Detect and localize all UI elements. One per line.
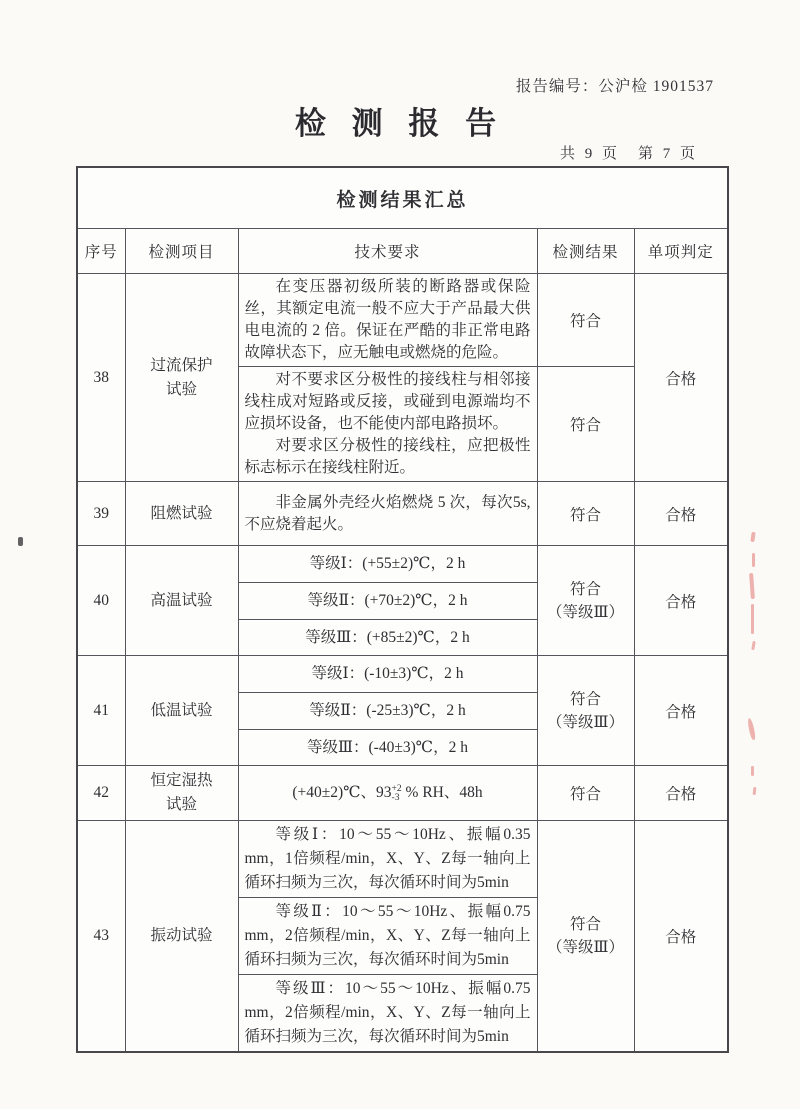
scan-artifact (752, 553, 755, 567)
requirement-cell (238, 898, 537, 975)
result-note: （等级Ⅲ） (547, 939, 624, 956)
requirement-cell: 等级Ⅱ：(+70±2)℃，2 h (238, 583, 537, 620)
result-cell: 符合 (537, 367, 634, 482)
table-row (77, 656, 728, 693)
scan-artifact (749, 573, 755, 599)
requirement-text: (+40±2)℃、93 (292, 784, 392, 801)
tolerance-sub: -3 (391, 793, 400, 803)
page-count: 共 9 页 第 7 页 (559, 146, 698, 162)
row-number: 43 (77, 821, 125, 1053)
test-item (125, 274, 238, 482)
scan-artifact (751, 641, 756, 650)
requirement-cell: 等级Ⅲ：(+85±2)℃，2 h (238, 620, 537, 656)
header-requirement: 技术要求 (238, 229, 537, 274)
requirement-cell (238, 367, 537, 482)
test-item (125, 821, 238, 1053)
requirement-cell: 等级Ⅲ：(-40±3)℃，2 h (238, 730, 537, 766)
result-note: （等级Ⅲ） (547, 603, 624, 621)
requirement-cell (238, 482, 537, 546)
row-number: 39 (77, 482, 125, 546)
result-text: 符合 (569, 916, 601, 933)
scan-artifact (750, 532, 755, 542)
result-note: （等级Ⅲ） (547, 713, 624, 731)
requirement-text: 在变压器初级所装的断路器或保险丝，其额定电流一般不应大于产品最大供电电流的 2 倍。保证在严酷的非正常电路故障状态下，应无触电或燃烧的危险。 (244, 278, 531, 361)
table-row (77, 274, 728, 367)
judgment-cell: 合格 (634, 766, 728, 821)
scan-artifact (753, 787, 757, 795)
test-item-label: 过流保护试验 (150, 356, 213, 398)
table-row (77, 766, 728, 821)
header-judgment: 单项判定 (634, 229, 728, 274)
judgment-cell: 合格 (634, 274, 728, 482)
requirement-cell (238, 821, 537, 898)
test-item (125, 766, 238, 821)
result-text: 符合 (569, 580, 601, 598)
scan-artifact (751, 604, 754, 634)
result-cell (537, 656, 634, 766)
test-item (125, 656, 238, 766)
row-number: 42 (77, 766, 125, 821)
result-cell: 符合 (537, 482, 634, 546)
scan-artifact (751, 766, 754, 776)
result-text: 符合 (569, 690, 601, 708)
judgment-cell: 合格 (634, 546, 728, 656)
test-item-label: 阻燃试验 (150, 504, 213, 522)
results-table (76, 166, 729, 1053)
header-result: 检测结果 (537, 229, 634, 274)
result-cell: 符合 (537, 274, 634, 367)
requirement-text: % RH、48h (401, 784, 483, 801)
row-number: 40 (77, 546, 125, 656)
row-number: 41 (77, 656, 125, 766)
test-item-label: 振动试验 (150, 927, 213, 944)
page-title: 检 测 报 告 (294, 106, 506, 141)
requirement-text: 等级Ⅱ：10～55～10Hz、振幅0.75 mm，2倍频程/min，X、Y、Z每一轴向上循环扫频为三次，每次循环时间为5min (244, 903, 531, 968)
requirement-cell: 等级Ⅰ：(+55±2)℃，2 h (238, 546, 537, 583)
requirement-cell: 等级Ⅰ：(-10±3)℃，2 h (238, 656, 537, 693)
requirement-cell: 等级Ⅱ：(-25±3)℃，2 h (238, 693, 537, 730)
tolerance-supsub (392, 785, 402, 804)
table-row (77, 546, 728, 583)
header-seq: 序号 (77, 229, 125, 274)
table-row (77, 482, 728, 546)
tolerance-sup: +2 (391, 783, 402, 794)
requirement-cell (238, 766, 537, 821)
result-cell (537, 546, 634, 656)
test-item-label: 低温试验 (150, 701, 213, 719)
requirement-text: 等级Ⅲ：10～55～10Hz、振幅0.75 mm，2倍频程/min，X、Y、Z每一轴向上循环扫频为三次，每次循环时间为5min (244, 980, 531, 1045)
table-header-row (77, 229, 728, 274)
judgment-cell: 合格 (634, 821, 728, 1053)
requirement-text: 非金属外壳经火焰燃烧 5 次，每次5s, 不应烧着起火。 (244, 493, 531, 533)
result-cell: 符合 (537, 766, 634, 821)
row-number: 38 (77, 274, 125, 482)
table-row (77, 821, 728, 898)
requirement-cell (238, 975, 537, 1053)
report-number: 报告编号：公沪检 1901537 (515, 78, 714, 95)
test-item-label: 恒定湿热试验 (150, 772, 213, 813)
requirement-cell (238, 274, 537, 367)
scan-artifact (18, 537, 23, 546)
scan-artifact (747, 718, 756, 741)
header-item: 检测项目 (125, 229, 238, 274)
test-item-label: 高温试验 (150, 591, 213, 609)
table-title: 检测结果汇总 (77, 167, 728, 229)
requirement-text: 对不要求区分极性的接线柱与相邻接线柱成对短路或反接，或碰到电源端均不应损坏设备，也不能使内部电路损坏。 (244, 371, 531, 432)
judgment-cell: 合格 (634, 482, 728, 546)
test-item (125, 482, 238, 546)
requirement-text: 等级Ⅰ：10～55～10Hz、振幅0.35 mm，1倍频程/min，X、Y、Z每一轴向上循环扫频为三次，每次循环时间为5min (244, 826, 531, 891)
requirement-text: 对要求区分极性的接线柱，应把极性标志标示在接线柱附近。 (244, 437, 531, 476)
test-item (125, 546, 238, 656)
judgment-cell: 合格 (634, 656, 728, 766)
result-cell (537, 821, 634, 1053)
